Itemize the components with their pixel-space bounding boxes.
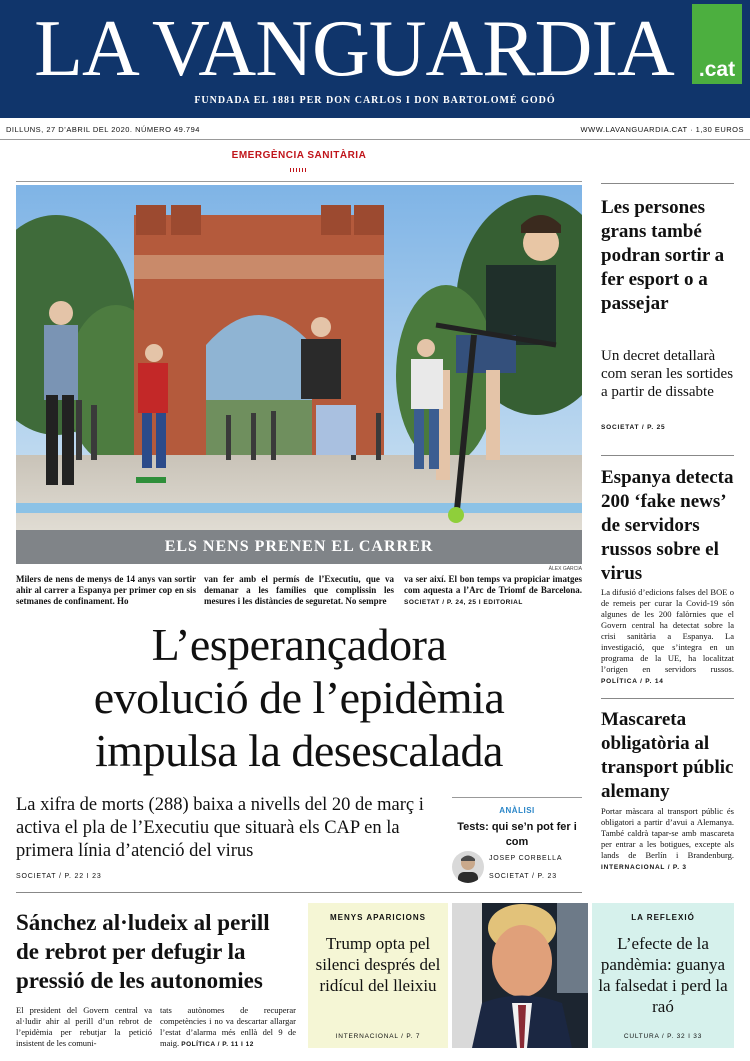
lede-section[interactable]: SOCIETAT / P. 24, 25 I EDITORIAL <box>404 599 523 606</box>
main-headline-line-2: evolució de l’epidèmia <box>93 672 505 723</box>
rc-story-1-headline[interactable]: Les persones grans també podran sortir a fer esport o a passejar <box>601 197 725 314</box>
arc-de-triomf-scene <box>16 185 582 530</box>
cat-badge-label: .cat <box>698 58 736 81</box>
lede-col-2: van fer amb el permís de l’Executiu, que va demanar a les famílies que complissin les mesures i les distàncies de seguretat. No sempre <box>204 574 394 606</box>
reflexio-box[interactable] <box>592 903 734 1048</box>
lead-bottom-divider <box>16 892 582 893</box>
sanchez-headline[interactable]: Sánchez al·ludeix al perill de rebrot per defugir la pressió de les autonomies <box>16 910 270 993</box>
kicker-ornament <box>290 168 308 172</box>
menys-aparicions-headline: Trump opta pel silenci després del ridícul del lleixiu <box>315 934 441 995</box>
dateline <box>0 118 750 140</box>
cat-badge[interactable] <box>692 4 742 84</box>
menys-aparicions-label: MENYS APARICIONS <box>329 913 426 922</box>
sanchez-body-col-2 <box>160 1005 296 1050</box>
newspaper-title[interactable]: LA VANGUARDIA <box>34 5 674 93</box>
rc-top-divider <box>601 183 734 184</box>
founded-line: FUNDADA EL 1881 PER DON CARLOS I DON BARTOLOMÉ GODÓ <box>194 95 556 106</box>
reflexio-label: LA REFLEXIÓ <box>631 913 695 922</box>
rc-story-2-body <box>601 587 734 687</box>
lede-col-3-text: va ser així. El bon temps va propiciar imatges com aquesta a l’Arc de Triomf de Barcelona. <box>404 574 582 595</box>
sanchez-body-col-2-text: tats autònomes de recuperar competències i no va descartar allargar l’estat d’alarma més enllà del 9 de maig. <box>160 1005 296 1048</box>
sanchez-section[interactable]: POLÍTICA / P. 11 I 12 <box>181 1041 254 1048</box>
rc-story-3-body <box>601 806 734 873</box>
rc-story-3-section[interactable]: INTERNACIONAL / P. 3 <box>601 864 687 871</box>
photo-credit: ÀLEX GARCIA <box>548 566 582 572</box>
rc-divider-1 <box>601 455 734 456</box>
lede-col-1: Milers de nens de menys de 14 anys van sortir ahir al carrer a Espanya per primer cop en sis setmanes de confinament. Ho <box>16 574 196 606</box>
lead-kicker: EMERGÈNCIA SANITÀRIA <box>231 150 367 161</box>
issue-date: DILLUNS, 27 D’ABRIL DEL 2020. NÚMERO 49.794 <box>6 125 200 134</box>
kicker-divider <box>16 181 582 182</box>
sanchez-body-col-1: El president del Govern central va al·ludir ahir al perill d’un rebrot de l’epidèmia per rebutjar la petició insistent de les comuni- <box>16 1005 152 1048</box>
main-section-ref[interactable]: SOCIETAT / P. 22 I 23 <box>16 873 102 880</box>
rc-story-3-text: Portar màscara al transport públic és obligatori a partir d’avui a Alemanya. També caldrà tapar-se amb mascareta per entrar a les botigues, excepte als lands de Berlín i Brandenburg. <box>601 806 734 860</box>
rc-story-3-headline[interactable]: Mascareta obligatòria al transport públic alemany <box>601 709 734 802</box>
rc-story-2-section[interactable]: POLÍTICA / P. 14 <box>601 678 664 685</box>
rc-divider-2 <box>601 698 734 699</box>
analysis-title[interactable]: Tests: qui se’n pot fer i com <box>457 821 577 848</box>
rc-story-2-text: La difusió d’edicions falses del BOE o de remeis per curar la Covid-19 són algunes de les 200 falòrnies que el Govern central ha detectat sobre la crisi sanitària a Espanya. La investigació, que s’integra en un programa de la UE, ha localitzat l’origen en servidors russos. <box>601 587 734 674</box>
lede-col-3 <box>404 574 582 608</box>
lead-photo[interactable] <box>16 185 582 530</box>
analysis-divider <box>452 797 582 798</box>
main-headline-line-3: impulsa la desescalada <box>95 725 503 776</box>
main-headline[interactable] <box>16 618 582 777</box>
analysis-label: ANÀLISI <box>499 806 535 815</box>
website-price: WWW.LAVANGUARDIA.CAT · 1,30 EUROS <box>580 125 744 134</box>
rc-story-1-deck: Un decret detallarà com seran les sortides a partir de dissabte <box>601 348 734 400</box>
reflexio-headline: L’efecte de la pandèmia: guanya la falsedat i perd la raó <box>598 934 728 1016</box>
analysis-section-ref[interactable]: SOCIETAT / P. 23 <box>489 873 557 880</box>
main-headline-line-1: L’esperançadora <box>151 619 447 670</box>
menys-aparicions-box[interactable] <box>308 903 448 1048</box>
trump-photo[interactable] <box>452 903 588 1048</box>
reflexio-section: CULTURA / P. 32 I 33 <box>623 1033 703 1040</box>
photo-caption: ELS NENS PRENEN EL CARRER <box>16 530 582 564</box>
analysis-author: JOSEP CORBELLA <box>489 855 563 862</box>
main-subhead: La xifra de morts (288) baixa a nivells del 20 de març i activa el pla de l’Executiu que situarà els CAP en la primera línia d’atenció del virus <box>16 795 424 861</box>
author-avatar <box>452 851 484 883</box>
masthead <box>0 0 750 118</box>
menys-aparicions-section: INTERNACIONAL / P. 7 <box>335 1033 421 1040</box>
rc-story-1-section[interactable]: SOCIETAT / P. 25 <box>601 424 666 431</box>
rc-story-2-headline[interactable]: Espanya detecta 200 ‘fake news’ de servidors russos sobre el virus <box>601 467 734 584</box>
